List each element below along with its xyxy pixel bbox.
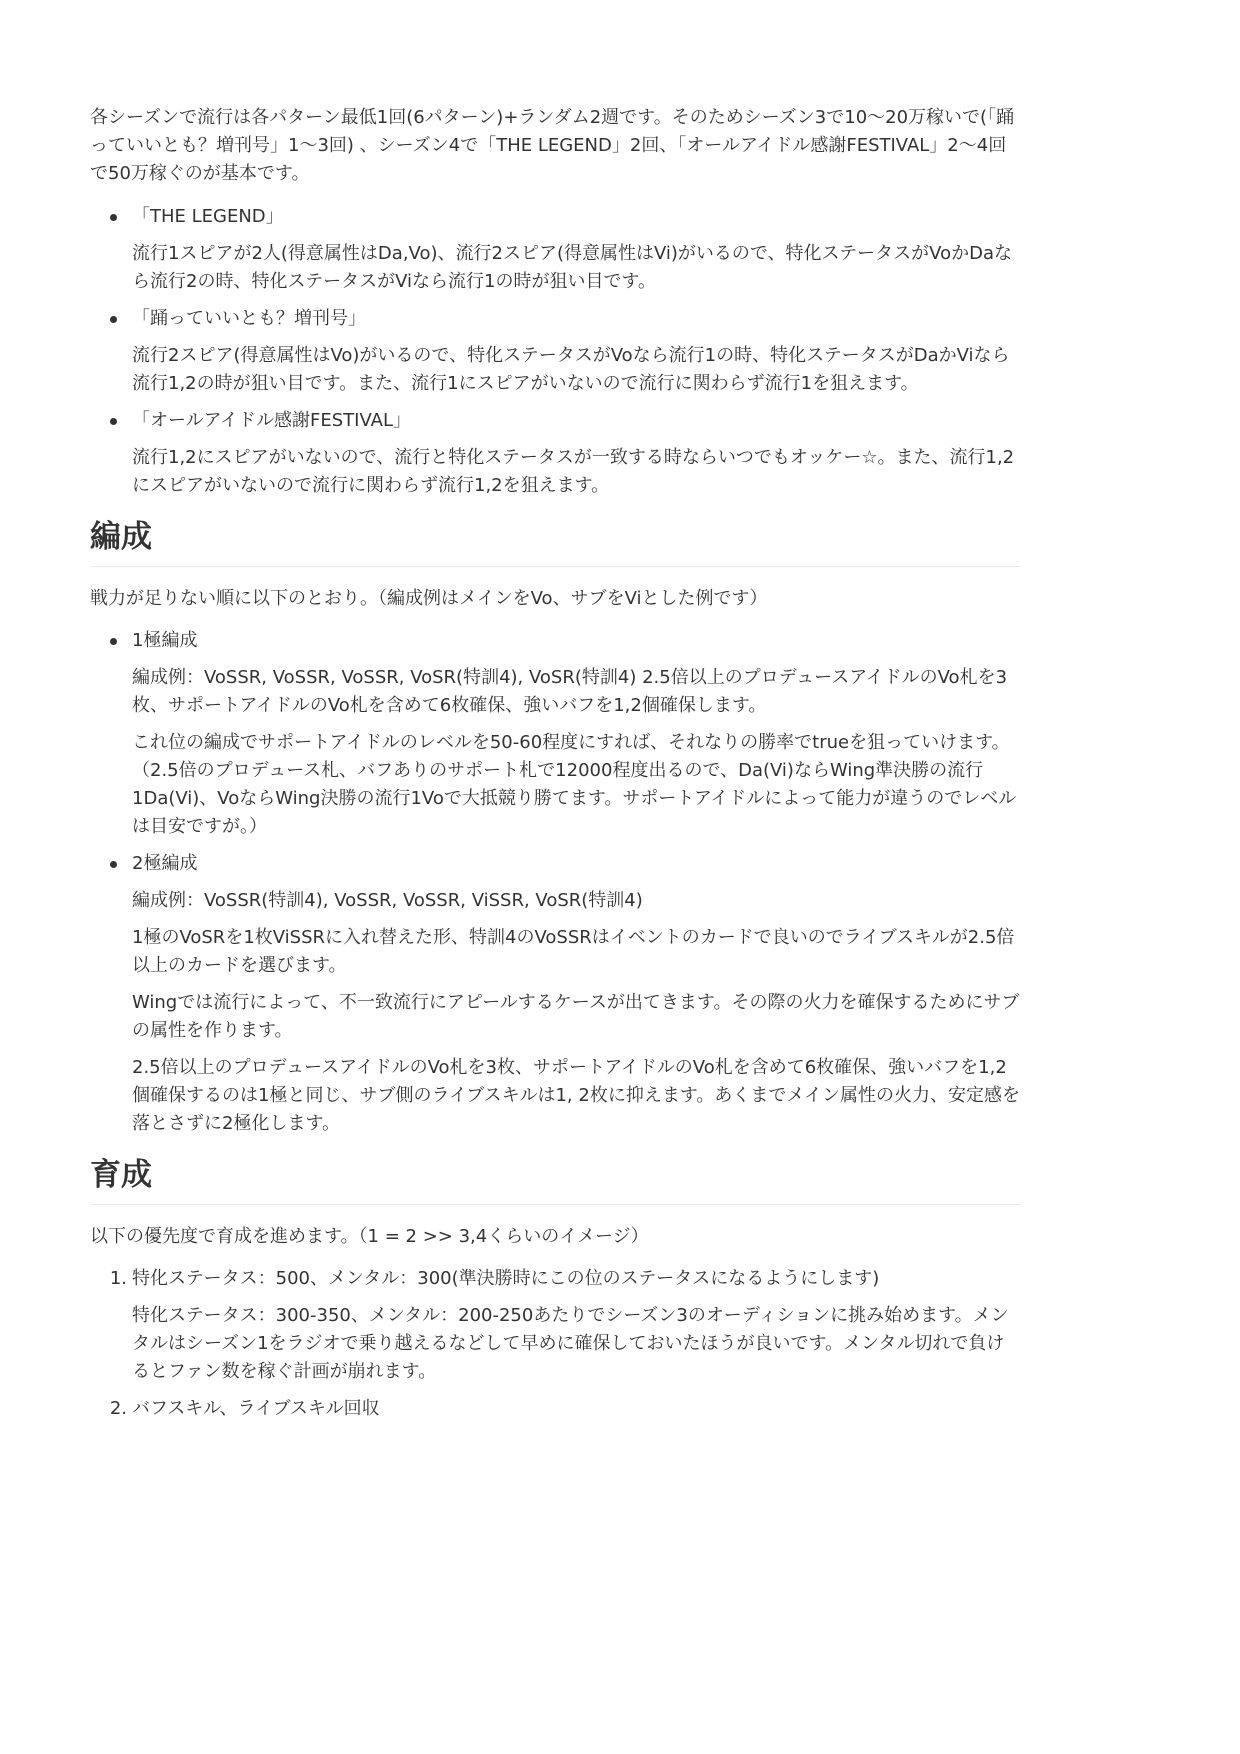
list-number: 1. (109, 1268, 127, 1289)
formation-item-paragraph: 1極のVoSRを1枚ViSSRに入れ替えた形、特訓4のVoSSRはイベントのカードで良いのでライブスキルが2.5倍以上のカードを選びます。 (132, 927, 1015, 976)
formation-item-title: 1極編成 (132, 630, 198, 651)
intro-paragraph: 各シーズンで流行は各パターン最低1回(6パターン)+ランダム2週です。そのためシーズン3で10〜20万稼いで(「踊っていいとも？増刊号」1〜3回) 、シーズン4で「THE LEGEND」2回、「オールアイドル感謝FESTIVAL」2〜4回で50万稼ぐのが基本です。 (90, 107, 1015, 184)
formation-item (90, 850, 1020, 1138)
bullet-icon (110, 316, 117, 323)
section-heading-formation: 編成 (90, 517, 1020, 567)
trend-title: 「踊っていいとも？増刊号」 (132, 308, 366, 329)
trend-description: 流行2スピア(得意属性はVo)がいるので、特化ステータスがVoなら流行1の時、特化ステータスがDaかViなら流行1,2の時が狙い目です。また、流行1にスピアがいないので流行に関わらず流行1を狙えます。 (132, 345, 1010, 394)
bullet-icon (110, 418, 117, 425)
formation-intro: 戦力が足りない順に以下のとおり。（編成例はメインをVo、サブをViとした例です） (90, 588, 768, 609)
trend-item (90, 305, 1020, 398)
training-intro: 以下の優先度で育成を進めます。（1 = 2 >> 3,4くらいのイメージ） (90, 1226, 649, 1247)
formation-item-paragraph: 編成例：VoSSR, VoSSR, VoSSR, VoSR(特訓4), VoSR(特訓4) 2.5倍以上のプロデュースアイドルのVo札を3枚、サポートアイドルのVo札を含めて6枚確保、強いバフを1,2個確保します。 (132, 667, 1008, 716)
formation-list (90, 627, 1020, 1138)
trend-title: 「THE LEGEND」 (132, 206, 284, 227)
bullet-icon (110, 638, 117, 645)
trend-description: 流行1スピアが2人(得意属性はDa,Vo)、流行2スピア(得意属性はVi)がいるので、特化ステータスがVoかDaなら流行2の時、特化ステータスがViなら流行1の時が狙い目です。 (132, 243, 1013, 292)
training-item (90, 1265, 1020, 1386)
formation-item-paragraph: Wingでは流行によって、不一致流行にアピールするケースが出てきます。その際の火力を確保するためにサブの属性を作ります。 (132, 992, 1020, 1041)
training-item (90, 1395, 1020, 1423)
training-list (90, 1265, 1020, 1423)
formation-item-paragraph: 2.5倍以上のプロデュースアイドルのVo札を3枚、サポートアイドルのVo札を含めて6枚確保、強いバフを1,2個確保するのは1極と同じ、サブ側のライブスキルは1, 2枚に抑えます。あくまでメイン属性の火力、安定感を落とさずに2極化します。 (132, 1057, 1021, 1134)
training-item-title: バフスキル、ライブスキル回収 (132, 1398, 380, 1419)
training-item-title: 特化ステータス：500、メンタル：300(準決勝時にこの位のステータスになるようにします) (132, 1268, 880, 1289)
formation-item (90, 627, 1020, 841)
formation-item-title: 2極編成 (132, 853, 198, 874)
trend-title: 「オールアイドル感謝FESTIVAL」 (132, 410, 411, 431)
bullet-icon (110, 861, 117, 868)
section-heading-training: 育成 (90, 1155, 1020, 1205)
list-number: 2. (109, 1398, 127, 1419)
trend-description: 流行1,2にスピアがいないので、流行と特化ステータスが一致する時ならいつでもオッケー☆。また、流行1,2にスピアがいないので流行に関わらず流行1,2を狙えます。 (132, 447, 1015, 496)
trend-list (90, 203, 1020, 500)
trend-item (90, 203, 1020, 296)
formation-item-paragraph: 編成例：VoSSR(特訓4), VoSSR, VoSSR, ViSSR, VoSR(特訓4) (132, 890, 643, 911)
bullet-icon (110, 214, 117, 221)
training-item-paragraph: 特化ステータス：300-350、メンタル：200-250あたりでシーズン3のオーディションに挑み始めます。メンタルはシーズン1をラジオで乗り越えるなどして早めに確保しておいたほうが良いです。メンタル切れで負けるとファン数を稼ぐ計画が崩れます。 (132, 1305, 1009, 1382)
formation-item-paragraph: これ位の編成でサポートアイドルのレベルを50-60程度にすれば、それなりの勝率でtrueを狙っていけます。（2.5倍のプロデュース札、バフありのサポート札で12000程度出るので、Da(Vi)ならWing準決勝の流行1Da(Vi)、VoならWing決勝の流行1Voで大抵競り勝てます。サポートアイドルによって能力が違うのでレベルは目安ですが。） (132, 732, 1017, 837)
trend-item (90, 407, 1020, 500)
